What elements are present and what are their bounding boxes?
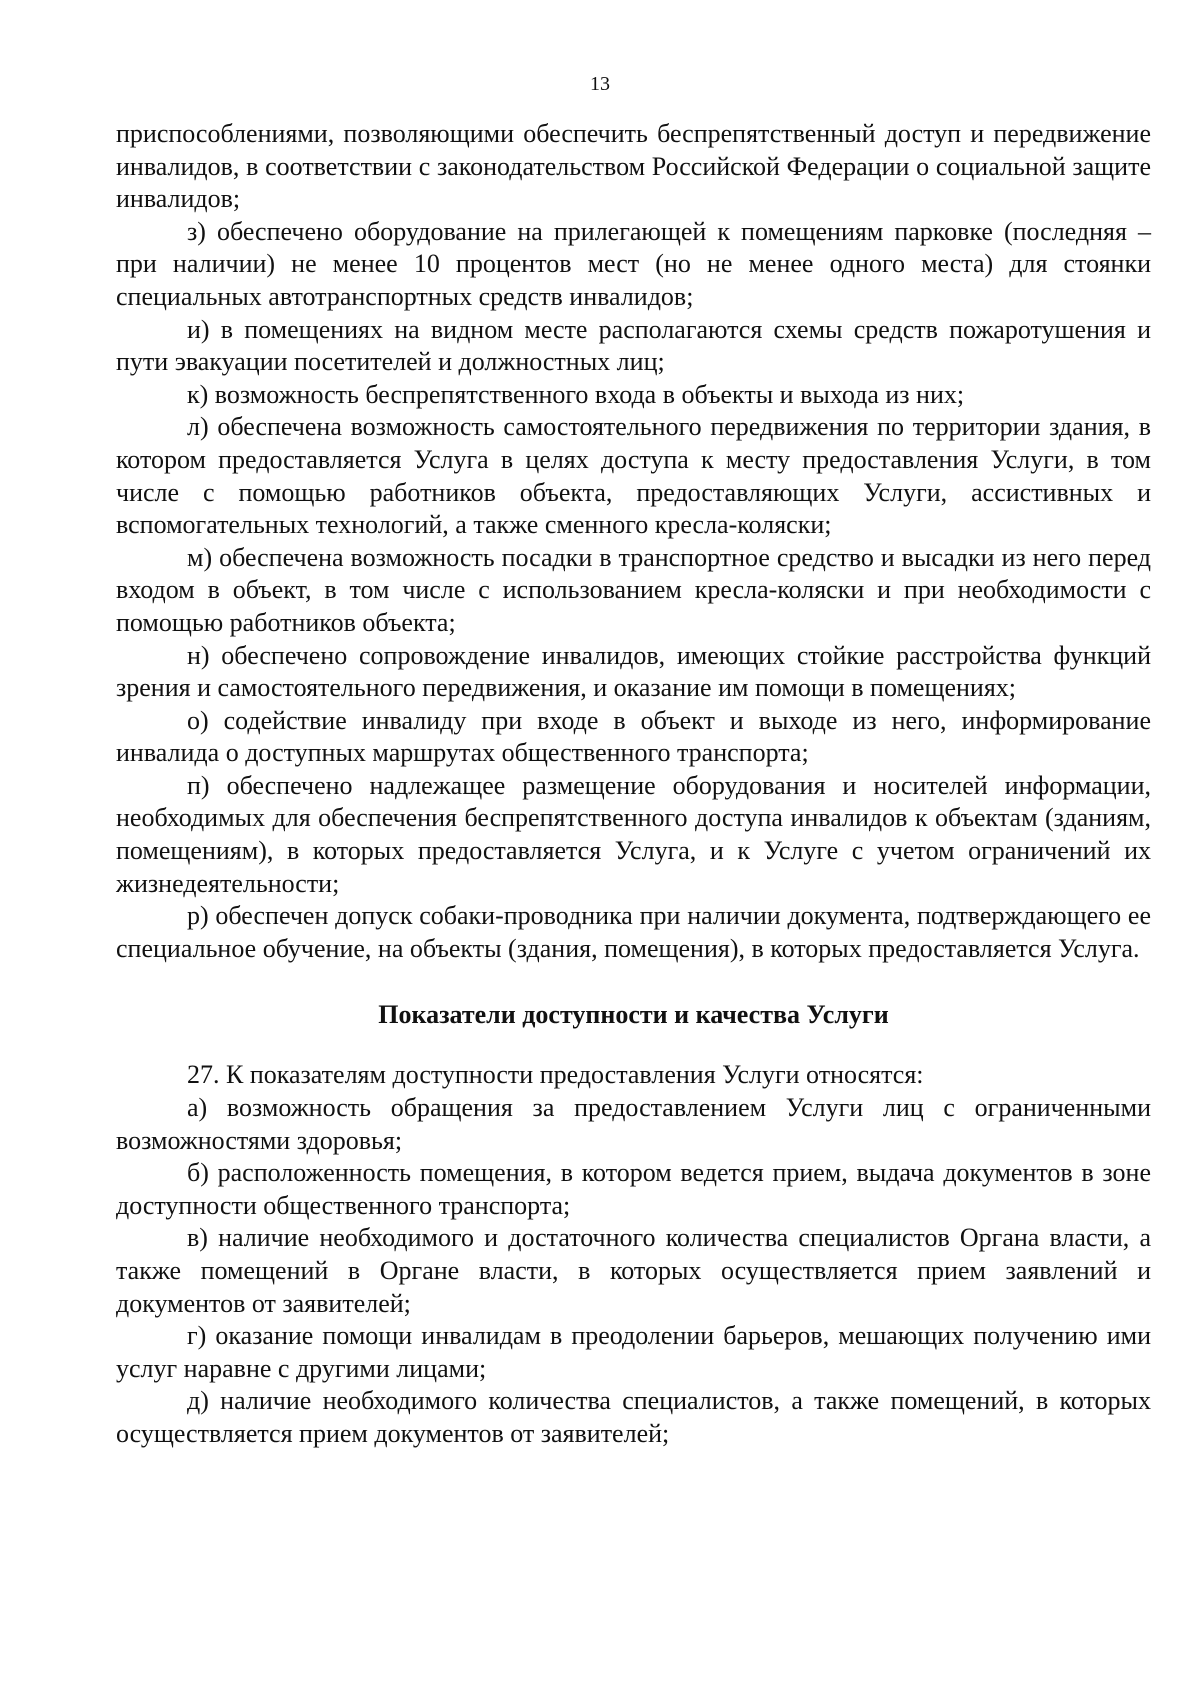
paragraph: з) обеспечено оборудование на прилегающей к помещениям парковке (последняя – при наличии) не менее 10 процентов мест (но не менее одного места) для стоянки специальных автотранспортных средств инвалидов;	[116, 216, 1151, 311]
paragraph: приспособлениями, позволяющими обеспечить беспрепятственный доступ и передвижение инвалидов, в соответствии с законодательством Российской Федерации о социальной защите инвалидов;	[116, 119, 1151, 214]
paragraph: д) наличие необходимого количества специалистов, а также помещений, в которых осуществляется прием документов от заявителей;	[116, 1386, 1151, 1448]
section-before	[116, 118, 1151, 965]
paragraph: м) обеспечена возможность посадки в транспортное средство и высадки из него перед входом в объект, в том числе с использованием кресла-коляски и при необходимости с помощью работников объекта;	[116, 542, 1151, 637]
paragraph: п) обеспечено надлежащее размещение оборудования и носителей информации, необходимых для обеспечения беспрепятственного доступа инвалидов к объектам (зданиям, помещениям), в которых предоставляется Услуга, и к Услуге с учетом ограничений их жизнедеятельности;	[116, 770, 1151, 898]
paragraph: б) расположенность помещения, в котором ведется прием, выдача документов в зоне доступности общественного транспорта;	[116, 1158, 1151, 1220]
paragraph: а) возможность обращения за предоставлением Услуги лиц с ограниченными возможностями здоровья;	[116, 1093, 1151, 1155]
paragraph: н) обеспечено сопровождение инвалидов, имеющих стойкие расстройства функций зрения и самостоятельного передвижения, и оказание им помощи в помещениях;	[116, 640, 1151, 703]
page-number: 13	[590, 73, 610, 95]
paragraph: о) содействие инвалиду при входе в объект и выходе из него, информирование инвалида о доступных маршрутах общественного транспорта;	[116, 705, 1151, 768]
paragraph: и) в помещениях на видном месте располагаются схемы средств пожаротушения и пути эвакуации посетителей и должностных лиц;	[116, 314, 1151, 377]
paragraph: г) оказание помощи инвалидам в преодолении барьеров, мешающих получению ими услуг наравне с другими лицами;	[116, 1321, 1151, 1383]
paragraph: р) обеспечен допуск собаки-проводника при наличии документа, подтверждающего ее специальное обучение, на объекты (здания, помещения), в которых предоставляется Услуга.	[116, 901, 1151, 963]
paragraph: 27. К показателям доступности предоставления Услуги относятся:	[187, 1060, 924, 1090]
paragraph: к) возможность беспрепятственного входа в объекты и выхода из них;	[187, 379, 965, 409]
paragraph: в) наличие необходимого и достаточного количества специалистов Органа власти, а также помещений в Органе власти, в которых осуществляется прием заявлений и документов от заявителей;	[116, 1223, 1151, 1318]
section-heading: Показатели доступности и качества Услуги	[378, 1000, 889, 1030]
paragraph: л) обеспечена возможность самостоятельного передвижения по территории здания, в котором предоставляется Услуга в целях доступа к месту предоставления Услуги, в том числе с помощью работников объекта, предоставляющих Услуги, ассистивных и вспомогательных технологий, а также сменного кресла-коляски;	[116, 412, 1151, 540]
document-body	[116, 118, 1151, 1451]
section-after	[116, 1059, 1151, 1450]
